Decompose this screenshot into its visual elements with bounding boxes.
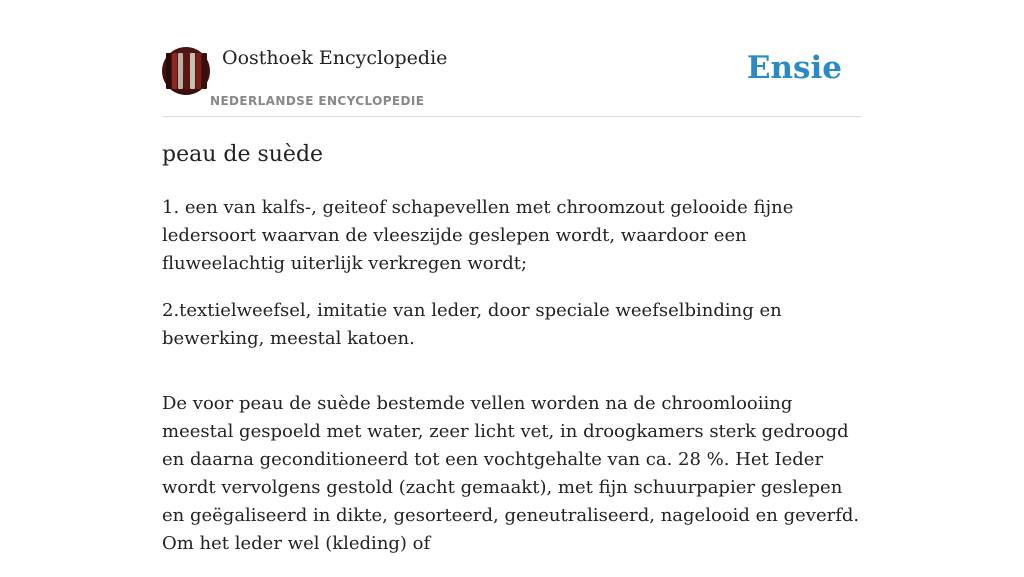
description-paragraph: De voor peau de suède bestemde vellen worden na de chroomlooiing meestal gespoeld met water, zeer licht vet, in droogkamers sterk gedroogd en daarna geconditioneerd tot een vochtgehalte van ca. 28 %. Het Ieder wordt vervolgens gestold (zacht gemaakt), met fijn schuurpapier geslepen en geëgaliseerd in dikte, gesorteerd, geneutraliseerd, nagelooid en geverfd. Om het leder wel (kleding) of bbox=[162, 393, 860, 554]
ensie-logo-link[interactable]: Ensie bbox=[746, 50, 842, 86]
site-header bbox=[162, 44, 862, 117]
site-name-link[interactable]: Oosthoek Encyclopedie bbox=[222, 47, 448, 69]
article-title: peau de suède bbox=[162, 142, 324, 167]
article bbox=[162, 140, 862, 577]
definition-paragraph-1: 1. een van kalfs-, geiteof schapevellen met chroomzout gelooide fijne ledersoort waarvan de vleeszijde geslepen wordt, waardoor een fluweelachtig uiterlijk verkregen wordt; bbox=[162, 197, 794, 274]
site-tagline: NEDERLANDSE ENCYCLOPEDIE bbox=[210, 94, 425, 108]
encyclopedia-books-icon[interactable] bbox=[162, 47, 210, 95]
definition-paragraph-2: 2.textielweefsel, imitatie van leder, door speciale weefselbinding en bewerking, meestal katoen. bbox=[162, 300, 782, 349]
